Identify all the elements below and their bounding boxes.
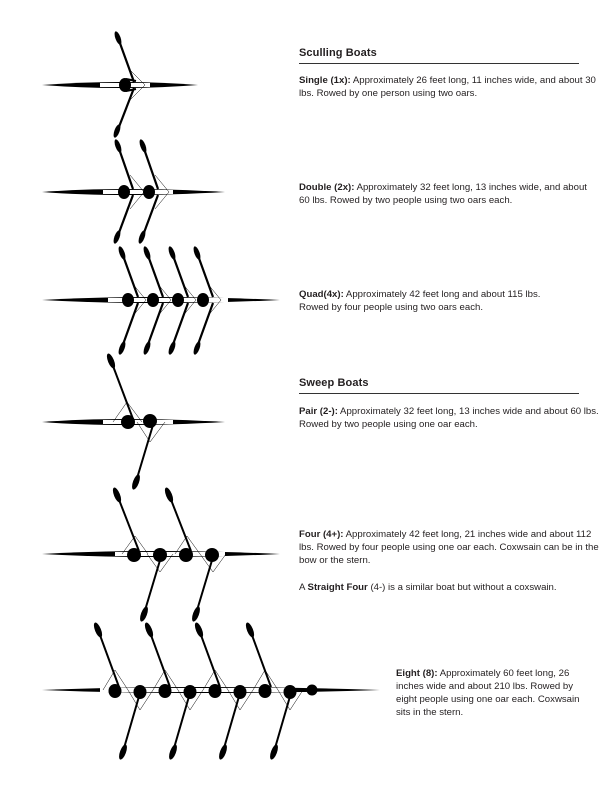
boat-name-four: Four (4+): — [299, 529, 344, 540]
eight-sweep-icon — [42, 621, 380, 760]
boat-name-quad: Quad(4x): — [299, 289, 344, 300]
boat-text-four: Approximately 42 feet long, 21 inches wide and about 112 lbs. Rowed by four people using one oar each. Coxwsain can be in the bow or the stern. — [299, 529, 599, 566]
boat-text-single: Approximately 26 feet long, 11 inches wide, and about 30 lbs. Rowed by one person using two oars. — [299, 75, 596, 99]
boat-name-eight: Eight (8): — [396, 668, 438, 679]
double-scull-icon — [42, 139, 225, 245]
four-sweep-icon — [42, 486, 280, 622]
boat-desc-double — [299, 181, 599, 207]
boat-desc-single — [299, 74, 599, 100]
single-scull-icon — [42, 31, 198, 139]
boat-desc-pair — [299, 405, 599, 431]
boat-desc-four — [299, 528, 599, 567]
boat-desc-eight — [396, 667, 586, 719]
straight-four-suffix: (4-) is a similar boat but without a coxswain. — [367, 582, 557, 593]
pair-sweep-icon — [42, 352, 225, 490]
boat-text-pair: Approximately 32 feet long, 13 inches wide and about 60 lbs. Rowed by two people using one oar each. — [299, 406, 599, 430]
boat-text-eight: Approximately 60 feet long, 26 inches wide and about 210 lbs. Rowed by eight people using one oar each. Coxwsain sits in the stern. — [396, 668, 580, 718]
boat-name-straight-four: Straight Four — [307, 582, 368, 593]
boat-desc-straight-four — [299, 581, 599, 594]
section-title-sweep: Sweep Boats — [299, 377, 579, 394]
boat-name-single: Single (1x): — [299, 75, 351, 86]
section-title-sculling: Sculling Boats — [299, 47, 579, 64]
boat-text-double: Approximately 32 feet long, 13 inches wide, and about 60 lbs. Rowed by two people using two oars each. — [299, 182, 587, 206]
boat-text-quad: Approximately 42 feet long and about 115 lbs. Rowed by four people using two oars each. — [299, 289, 541, 313]
boat-desc-quad — [299, 288, 559, 314]
quad-scull-icon — [42, 246, 280, 356]
boat-name-double: Double (2x): — [299, 182, 355, 193]
straight-four-prefix: A — [299, 582, 308, 593]
boat-name-pair: Pair (2-): — [299, 406, 338, 417]
